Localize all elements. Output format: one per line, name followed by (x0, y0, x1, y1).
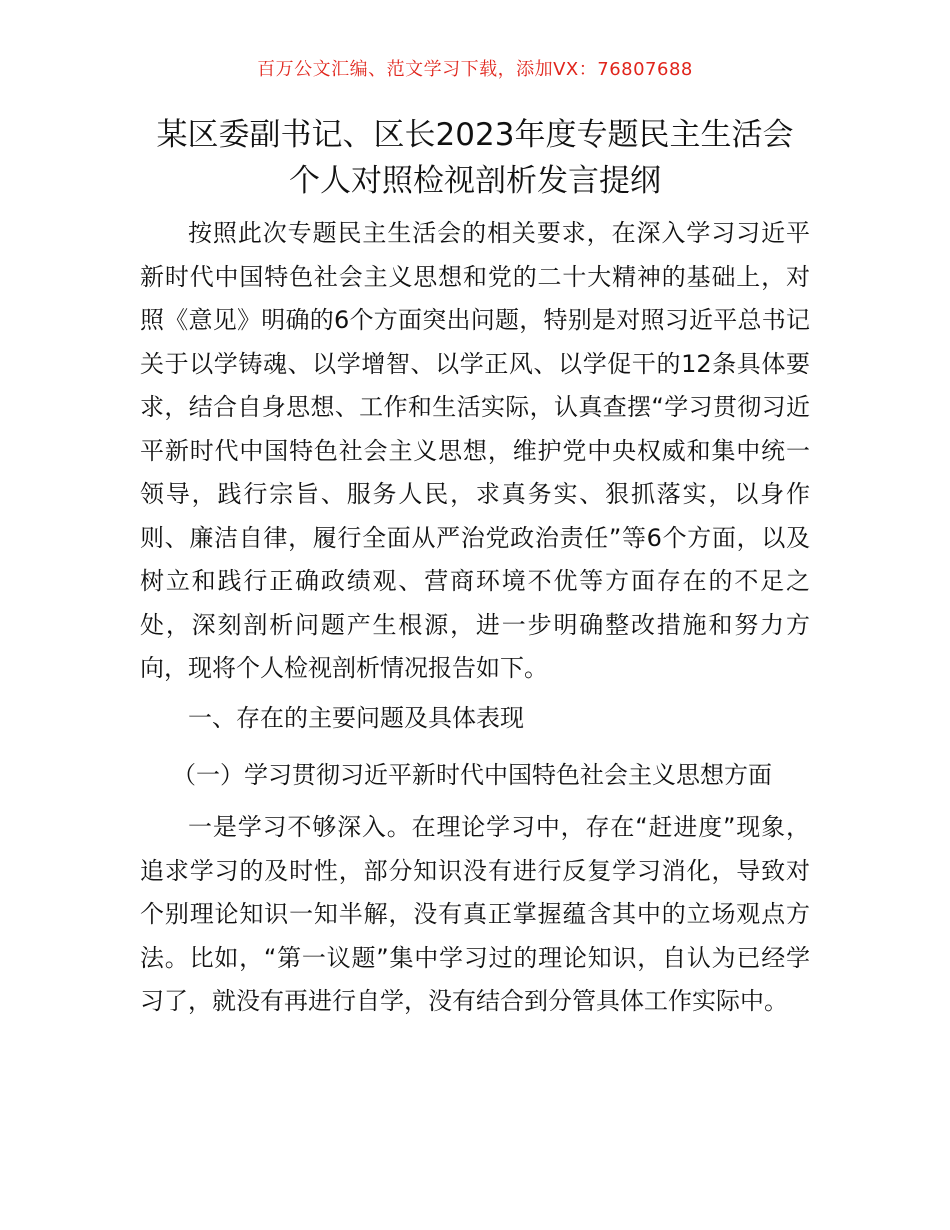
title-line-1: 某区委副书记、区长2023年度专题民主生活会 (156, 117, 794, 153)
intro-paragraph: 按照此次专题民主生活会的相关要求，在深入学习习近平新时代中国特色社会主义思想和党的二十大精神的基础上，对照《意见》明确的6个方面突出问题，特别是对照习近平总书记关于以学铸魂、以学增智、以学正风、以学促干的12条具体要求，结合自身思想、工作和生活实际，认真查摆“学习贯彻习近平新时代中国特色社会主义思想，维护党中央权威和集中统一领导，践行宗旨、服务人民，求真务实、狠抓落实，以身作则、廉洁自律，履行全面从严治党政治责任”等6个方面，以及树立和践行正确政绩观、营商环境不优等方面存在的不足之处，深刻剖析问题产生根源，进一步明确整改措施和努力方向，现将个人检视剖析情况报告如下。 (140, 219, 810, 682)
point-paragraph: 一是学习不够深入。在理论学习中，存在“赶进度”现象，追求学习的及时性，部分知识没有进行反复学习消化，导致对个别理论知识一知半解，没有真正掌握蕴含其中的立场观点方法。比如，“第一议题”集中学习过的理论知识，自认为已经学习了，就没有再进行自学，没有结合到分管具体工作实际中。 (140, 813, 810, 1015)
section-heading-text: 一、存在的主要问题及具体表现 (188, 704, 524, 732)
watermark-banner: 百万公文汇编、范文学习下载，添加VX：76807688 (257, 59, 693, 80)
subsection-heading-text: （一）学习贯彻习近平新时代中国特色社会主义思想方面 (172, 761, 772, 789)
subsection-heading (140, 754, 810, 798)
title-line-2: 个人对照检视剖析发言提纲 (289, 163, 661, 199)
section-heading (140, 697, 810, 741)
document-title (100, 112, 850, 204)
